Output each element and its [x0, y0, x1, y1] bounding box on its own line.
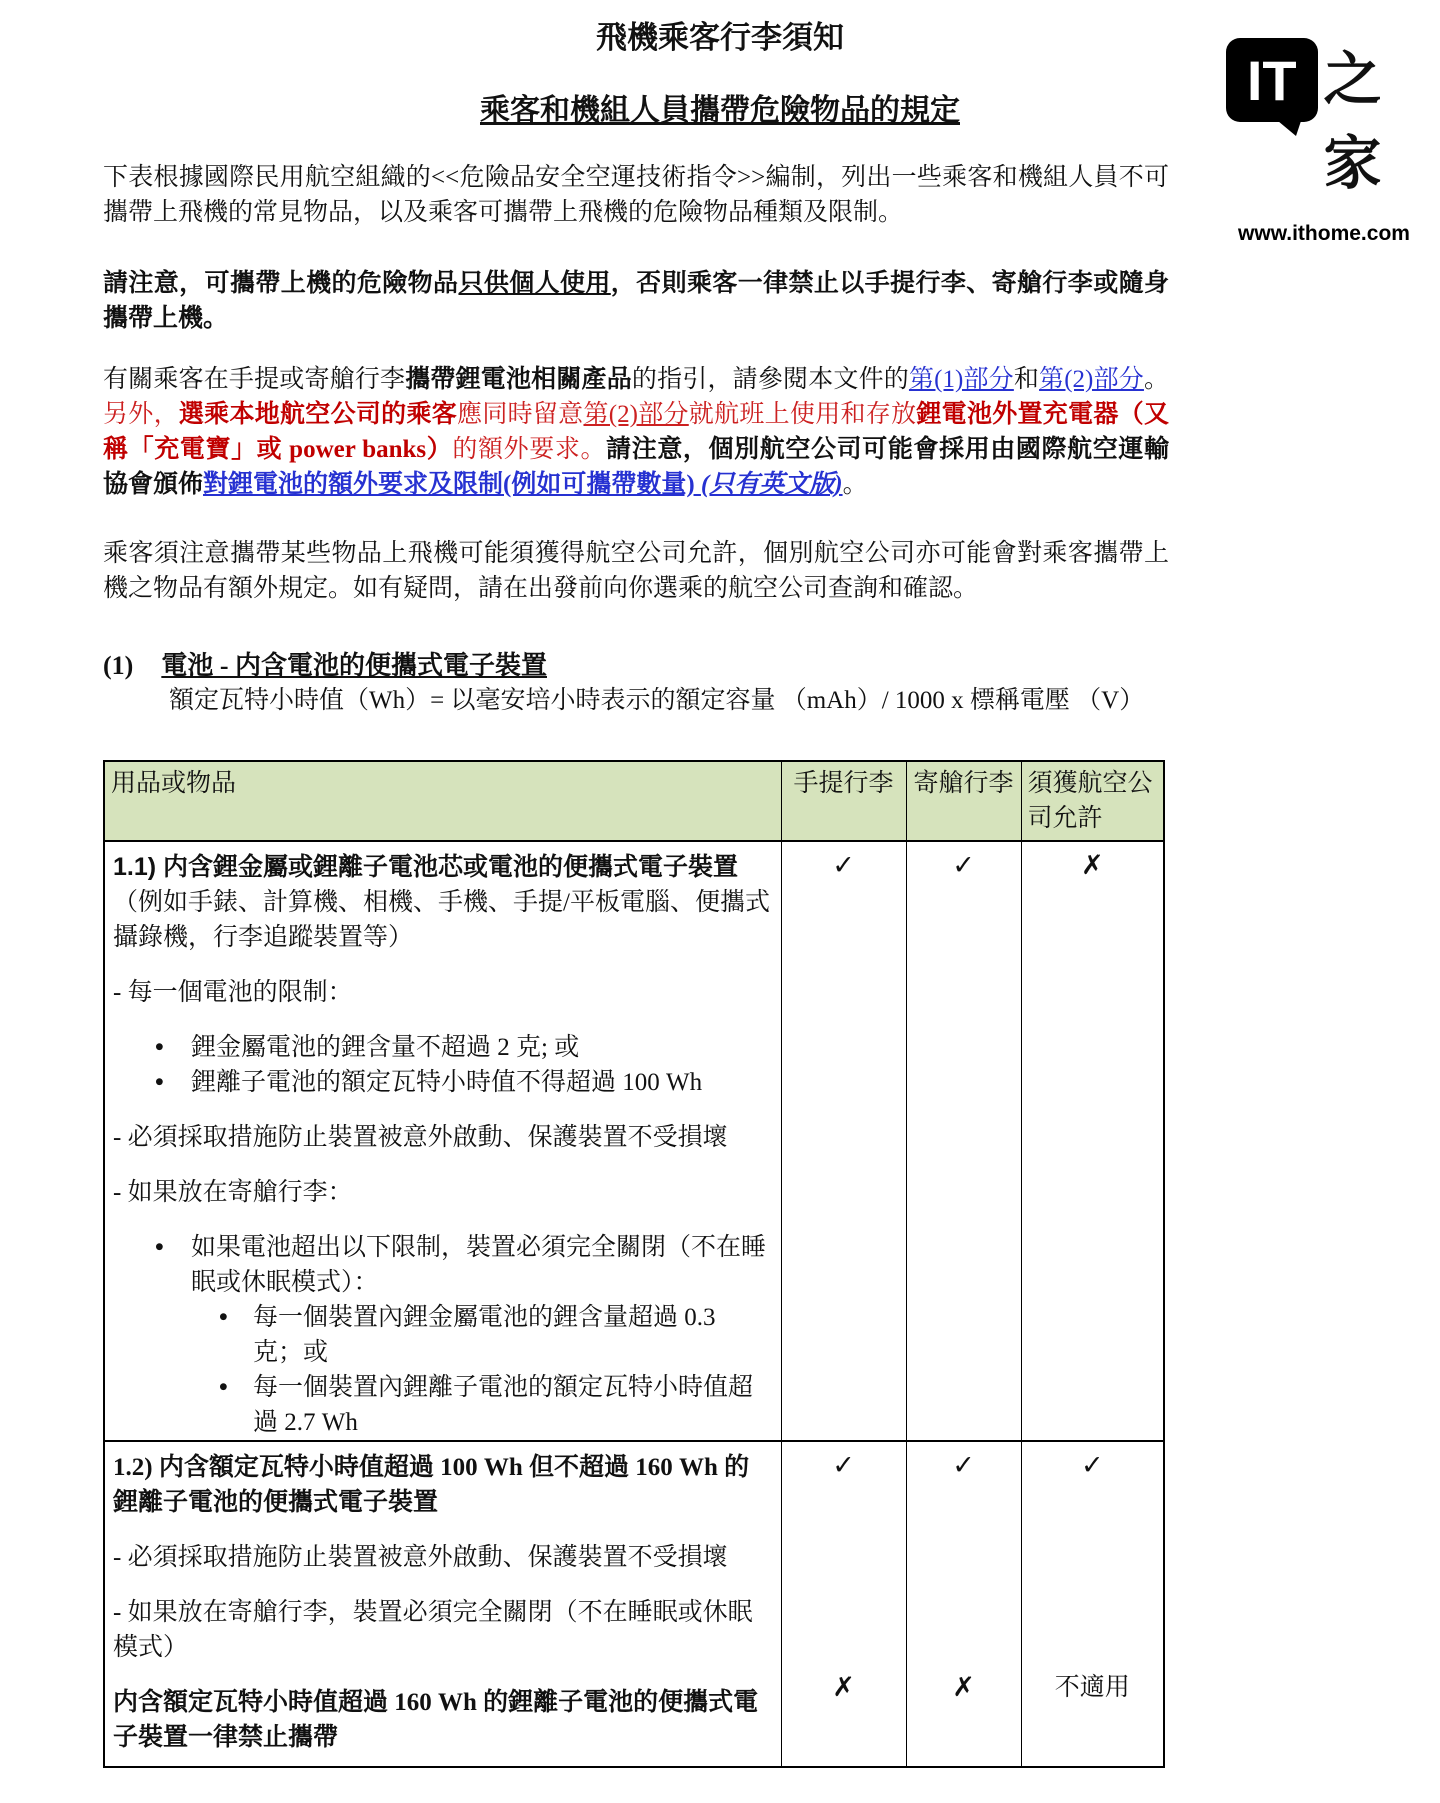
- ithome-logo: [1226, 38, 1426, 246]
- row-1-2-approval-mark: [1021, 1441, 1164, 1767]
- row-1-1-bullet-lithium-ion: • 鋰離子電池的額定瓦特小時值不得超過 100 Wh: [113, 1065, 771, 1100]
- row-1-1-approval-mark: [1021, 841, 1164, 1441]
- check-icon: ✓: [1080, 1450, 1104, 1480]
- battery-text-1: 有關乘客在手提或寄艙行李: [103, 366, 406, 393]
- row-1-1-measure-note: - 必須採取措施防止裝置被意外啟動、保護裝置不受損壞: [113, 1124, 728, 1151]
- ithome-site-url: www.ithome.com: [1238, 222, 1410, 245]
- row-1-1-checked-mark: [906, 841, 1021, 1441]
- row-1-2-title: 1.2) 内含額定瓦特小時值超過 100 Wh 但不超過 160 Wh 的鋰離子電池的便攜式電子裝置: [113, 1454, 750, 1516]
- check-icon: ✓: [952, 1450, 975, 1480]
- red-section-2-reference: 第(2)部分: [583, 401, 689, 428]
- section-2-link[interactable]: 第(2)部分: [1039, 366, 1144, 393]
- col-header-carry-on: 手提行李: [781, 761, 906, 841]
- row-1-1-title: [113, 850, 771, 955]
- check-icon: ✓: [952, 850, 975, 880]
- airline-approval-paragraph: 乘客須注意攜帶某些物品上飛機可能須獲得航空公司允許，個別航空公司亦可能會對乘客攜帶上機之物品有額外規定。如有疑問，請在出發前向你選乘的航空公司查詢和確認。: [103, 540, 1169, 602]
- row-1-2-banned-note: 内含額定瓦特小時值超過 160 Wh 的鋰離子電池的便攜式電子裝置一律禁止攜帶: [113, 1689, 759, 1751]
- notice-paragraph: [103, 266, 1169, 336]
- row-1-2-checked-note: - 如果放在寄艙行李，裝置必須完全關閉（不在睡眠或休眠模式）: [113, 1599, 753, 1661]
- page-subtitle: 乘客和機組人員攜帶危險物品的規定: [480, 94, 960, 127]
- row-1-1-title-bold: 内含鋰金屬或鋰離子電池芯或電池的便攜式電子裝置: [163, 854, 739, 881]
- wh-formula: 額定瓦特小時值（Wh）= 以毫安培小時表示的額定容量 （mAh）/ 1000 x 標稱電壓 （V）: [169, 687, 1145, 714]
- cross-icon: ✗: [952, 1672, 975, 1702]
- battery-text-5: 。: [842, 471, 868, 498]
- red-bold-power-bank: 鋰電池外置充電器: [916, 401, 1119, 428]
- section-1-heading-row: [103, 648, 1169, 683]
- document-page: [0, 18, 1440, 1803]
- row-1-2-checked-mark: [906, 1441, 1021, 1767]
- notice-text-1: 請注意，可攜帶上機的危險物品: [103, 270, 459, 297]
- row-1-1-subbullet-ion-limit: • 每一個裝置內鋰離子電池的額定瓦特小時值超過 2.7 Wh: [113, 1370, 771, 1440]
- red-bold-power-bank-alias: （又稱「充電寶」或 power banks）: [103, 401, 1169, 463]
- row-1-1-title-examples: （例如手錶、計算機、相機、手機、手提/平板電腦、便攜式攝錄機，行李追蹤裝置等）: [113, 889, 770, 951]
- page-title: 飛機乘客行李須知: [596, 20, 844, 55]
- col-header-item: 用品或物品: [104, 761, 781, 841]
- ithome-logo-icon: [1226, 38, 1318, 122]
- ithome-logo-zhijia-text: 之家: [1323, 47, 1380, 196]
- table-header-row: [104, 761, 1164, 841]
- row-1-1-checked-heading: - 如果放在寄艙行李：: [113, 1179, 353, 1206]
- row-1-2-carry-on-mark: [781, 1441, 906, 1767]
- personal-use-underlined-text: 只供個人使用: [458, 270, 611, 297]
- iata-requirements-link[interactable]: [203, 471, 843, 498]
- notice-text-2: ，否則乘客一律禁止以手提行李、寄艙行李或隨身攜帶上機。: [103, 270, 1169, 332]
- not-applicable-label: 不適用: [1054, 1674, 1130, 1701]
- col-header-approval: 須獲航空公司允許: [1021, 761, 1164, 841]
- section-1-number: (1): [103, 651, 134, 680]
- battery-guidance-paragraph: [103, 362, 1169, 502]
- row-1-2-measure-note: - 必須採取措施防止裝置被意外啟動、保護裝置不受損壞: [113, 1544, 728, 1571]
- section-1-link[interactable]: 第(1)部分: [908, 366, 1014, 393]
- row-1-1-bullet-shutdown: • 如果電池超出以下限制，裝置必須完全關閉（不在睡眠或休眠模式）：: [113, 1230, 771, 1300]
- battery-text-4: 。: [1143, 366, 1169, 393]
- row-1-1-description: [104, 841, 781, 1441]
- iata-notice-text: 請注意，個別航空公司可能會採用由國際航空運輸協會頒佈: [103, 436, 1169, 498]
- battery-text-3: 和: [1013, 366, 1040, 393]
- check-icon: ✓: [832, 1450, 855, 1480]
- table-row-1-1: [104, 841, 1164, 1441]
- cross-icon: ✗: [832, 1672, 855, 1702]
- ithome-logo-it-text: IT: [1246, 48, 1297, 112]
- red-text-3: 就航班上使用和存放: [688, 401, 917, 428]
- section-1-heading: 電池 - 内含電池的便攜式電子裝置: [161, 651, 547, 680]
- english-only-note: (只有英文版): [700, 471, 843, 498]
- row-1-1-limit-heading: - 每一個電池的限制：: [113, 979, 353, 1006]
- row-1-1-carry-on-mark: [781, 841, 906, 1441]
- battery-bold-products: 攜帶鋰電池相關產品: [405, 366, 632, 393]
- battery-text-2: 的指引，請參閱本文件的: [631, 366, 909, 393]
- row-1-1-subbullet-metal-limit: • 每一個裝置內鋰金屬電池的鋰含量超過 0.3 克；或: [113, 1300, 771, 1370]
- red-text-2: 應同時留意: [457, 401, 584, 428]
- red-text-4: 的額外要求。: [452, 436, 607, 463]
- cross-icon: ✗: [1080, 850, 1104, 880]
- red-bold-local-airline: 選乘本地航空公司的乘客: [178, 401, 458, 428]
- dangerous-goods-table: [103, 760, 1165, 1768]
- row-1-1-bullet-lithium-metal: • 鋰金屬電池的鋰含量不超過 2 克; 或: [113, 1030, 771, 1065]
- row-1-2-description: [104, 1441, 781, 1767]
- col-header-checked: 寄艙行李: [906, 761, 1021, 841]
- red-text-1: 另外，: [103, 401, 179, 428]
- iata-link-text: 對鋰電池的額外要求及限制(例如可攜帶數量): [203, 471, 701, 498]
- intro-paragraph: 下表根據國際民用航空組織的<<危險品安全空運技術指令>>編制，列出一些乘客和機組人員不可攜帶上飛機的常見物品，以及乘客可攜帶上飛機的危險物品種類及限制。: [103, 164, 1169, 226]
- row-1-1-number: 1.1): [113, 853, 164, 881]
- check-icon: ✓: [832, 850, 855, 880]
- document-body: [103, 160, 1169, 1768]
- table-row-1-2: [104, 1441, 1164, 1767]
